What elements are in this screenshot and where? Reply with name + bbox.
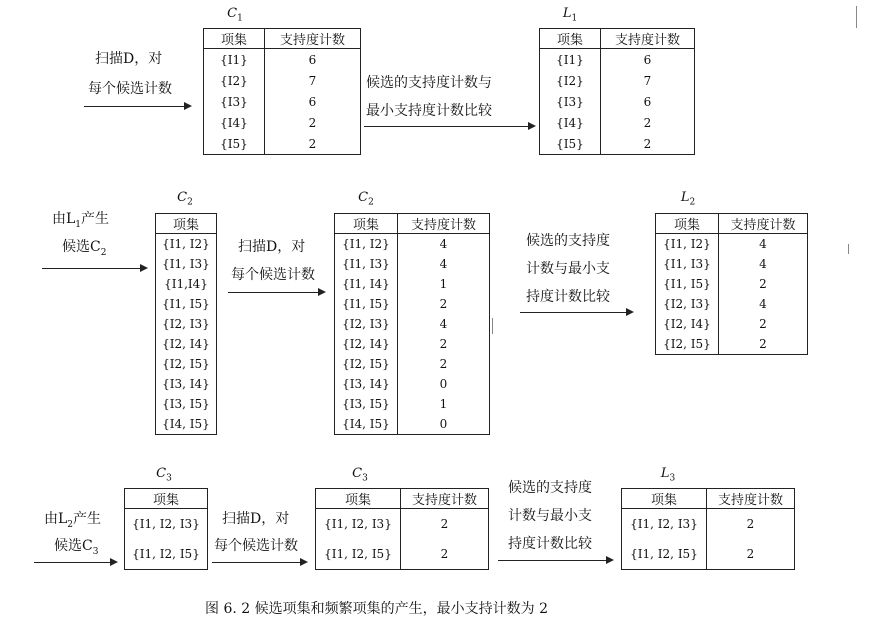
c1-title: $C_1$ (227, 6, 243, 24)
table-row (125, 509, 208, 540)
itemset-cell: {I1} (204, 49, 265, 71)
row2-compare-line1: 候选的支持度 (526, 233, 610, 249)
row3-compare-line1: 候选的支持度 (508, 480, 592, 496)
itemset-cell: {I4} (540, 112, 601, 133)
table-row (335, 394, 490, 414)
row2-compare-label-3 (526, 286, 610, 306)
count-cell: 2 (746, 547, 755, 561)
itemset-cell: {I1, I2} (656, 234, 719, 255)
row1-scan-label-2 (88, 78, 172, 98)
table-row (540, 91, 695, 112)
l2-col-itemset: 项集 (656, 214, 719, 234)
row2-gen-line2-text (0, 0, 1, 1)
count-cell: 0 (439, 417, 448, 431)
itemset-cell: {I1, I2, I5} (132, 547, 200, 561)
table-row (335, 374, 490, 394)
itemset-cell: {I1, I2, I3} (316, 509, 401, 540)
c2b-table (334, 213, 490, 435)
row2-scan-label (238, 236, 305, 256)
c1-col-itemset: 项集 (204, 29, 265, 49)
l3-title: $L_3$ (660, 466, 676, 484)
itemset-cell: {I4, I5} (162, 417, 210, 431)
l1-title: $L_1$ (562, 6, 578, 24)
scan-mark-3 (492, 318, 493, 334)
row1-scan-label (95, 48, 162, 68)
itemset-cell: {I1, I3} (656, 254, 719, 274)
row2-compare-arrow (520, 312, 632, 313)
itemset-cell: {I1, I2} (162, 237, 210, 251)
count-cell: 7 (643, 73, 652, 88)
scan-mark-2 (848, 244, 849, 254)
itemset-cell: {I4, I5} (335, 414, 398, 435)
table-row (156, 334, 217, 354)
table-row (540, 49, 695, 71)
l2-table (655, 213, 808, 355)
itemset-cell: {I2, I5} (335, 354, 398, 374)
c2b-title: $C_2$ (358, 190, 374, 208)
c1-col-count: 支持度计数 (265, 29, 361, 49)
row2-scan-label-2 (231, 264, 315, 284)
row3-scan-label (222, 508, 289, 528)
row2-gen-label (52, 208, 109, 230)
row2-scan-line2: 每个候选计数 (231, 267, 315, 283)
itemset-cell: {I1, I2, I5} (316, 539, 401, 570)
row3-gen-arrow (34, 562, 116, 563)
table-row (156, 234, 217, 255)
row2-gen-line1: 由$L_1$产生 (52, 211, 110, 230)
row3-scan-label-2 (214, 535, 298, 555)
c3b-title: $C_3$ (352, 466, 368, 484)
table-row (656, 254, 808, 274)
row1-compare-arrow (364, 126, 534, 127)
itemset-cell: {I2, I4} (656, 314, 719, 334)
itemset-cell: {I1} (540, 49, 601, 71)
row2-gen-line2: 候选$C_2$ (62, 239, 107, 258)
count-cell: 4 (439, 257, 448, 271)
count-cell: 0 (439, 377, 448, 391)
row3-gen-label (44, 508, 101, 530)
table-row (335, 314, 490, 334)
row3-compare-label-3 (508, 533, 592, 553)
table-row (622, 509, 795, 540)
row1-compare-label (366, 72, 492, 92)
itemset-cell: {I5} (204, 133, 265, 155)
table-row (156, 294, 217, 314)
count-cell: 4 (439, 317, 448, 331)
itemset-cell: {I2, I4} (162, 337, 210, 351)
row1-compare-label-2 (366, 100, 492, 120)
c1-table (203, 28, 361, 155)
table-row (335, 294, 490, 314)
count-cell: 2 (440, 547, 449, 561)
count-cell: 1 (439, 277, 448, 291)
row2-compare-label (526, 230, 610, 250)
count-cell: 2 (746, 517, 755, 531)
c3b-col-itemset: 项集 (316, 489, 401, 509)
count-cell: 6 (643, 52, 652, 67)
count-cell: 2 (759, 337, 767, 351)
c3b-col-count: 支持度计数 (401, 489, 489, 509)
row3-scan-line1: 扫描D，对 (222, 511, 290, 527)
count-cell: 2 (759, 317, 767, 331)
figure-caption: 图 6. 2 候选项集和频繁项集的产生，最小支持计数为 2 (205, 601, 548, 617)
c3a-table (124, 488, 208, 570)
itemset-cell: {I3, I4} (335, 374, 398, 394)
count-cell: 6 (308, 52, 317, 67)
table-row (156, 274, 217, 294)
count-cell: 7 (308, 73, 317, 88)
itemset-cell: {I2, I3} (162, 317, 210, 331)
c3a-col-itemset: 项集 (125, 489, 208, 509)
table-row (335, 234, 490, 255)
table-row (540, 70, 695, 91)
l3-table (621, 488, 795, 570)
count-cell: 6 (643, 94, 652, 109)
row3-gen-line1: 由$L_2$产生 (44, 511, 102, 530)
itemset-cell: {I3, I5} (162, 397, 210, 411)
row2-gen-arrow (42, 268, 146, 269)
scan-mark-1 (856, 6, 857, 28)
table-row (156, 354, 217, 374)
row2-gen-label-2 (62, 236, 106, 258)
row3-compare-label (508, 477, 592, 497)
itemset-cell: {I1, I2, I3} (622, 509, 707, 540)
l3-col-count: 支持度计数 (707, 489, 795, 509)
table-row (622, 539, 795, 570)
row2-scan-line1: 扫描D，对 (238, 239, 306, 255)
row3-compare-arrow (498, 560, 612, 561)
itemset-cell: {I2} (204, 70, 265, 91)
itemset-cell: {I1,I4} (164, 277, 208, 291)
row3-compare-label-2 (508, 505, 592, 525)
table-row (156, 374, 217, 394)
table-row (156, 414, 217, 435)
table-row (656, 314, 808, 334)
itemset-cell: {I1, I2, I3} (132, 517, 200, 531)
table-row (156, 314, 217, 334)
itemset-cell: {I3, I5} (335, 394, 398, 414)
itemset-cell: {I2, I5} (656, 334, 719, 355)
itemset-cell: {I1, I5} (656, 274, 719, 294)
table-row (335, 274, 490, 294)
itemset-cell: {I2, I4} (335, 334, 398, 354)
itemset-cell: {I4} (204, 112, 265, 133)
row3-gen-label-2 (54, 535, 98, 557)
table-row (540, 133, 695, 155)
row1-scan-line1: 扫描D，对 (95, 51, 163, 67)
count-cell: 2 (439, 337, 448, 351)
c2a-col-itemset: 项集 (156, 214, 217, 234)
itemset-cell: {I2, I3} (656, 294, 719, 314)
count-cell: 4 (759, 257, 767, 271)
itemset-cell: {I1, I5} (335, 294, 398, 314)
count-cell: 2 (643, 115, 652, 130)
table-row (540, 112, 695, 133)
count-cell: 4 (759, 237, 767, 251)
row3-compare-line3: 持度计数比较 (508, 536, 592, 552)
table-row (204, 49, 361, 71)
itemset-cell: {I1, I2, I5} (622, 539, 707, 570)
row1-scan-line2: 每个候选计数 (88, 81, 172, 97)
table-row (156, 254, 217, 274)
table-row (335, 334, 490, 354)
c2b-col-itemset: 项集 (335, 214, 398, 234)
itemset-cell: {I3} (540, 91, 601, 112)
itemset-cell: {I1, I5} (162, 297, 210, 311)
row2-scan-arrow (228, 292, 324, 293)
table-row (656, 334, 808, 355)
row3-gen-line2-text (0, 0, 1, 1)
c3b-table (315, 488, 489, 570)
row1-compare-line2: 最小支持度计数比较 (366, 103, 492, 119)
table-row (316, 539, 489, 570)
c2b-col-count: 支持度计数 (398, 214, 490, 234)
count-cell: 2 (308, 136, 317, 151)
table-row (204, 133, 361, 155)
itemset-cell: {I1, I2} (335, 234, 398, 255)
l1-col-count: 支持度计数 (601, 29, 695, 49)
table-row (335, 254, 490, 274)
row3-scan-arrow (212, 562, 306, 563)
row3-scan-line2: 每个候选计数 (214, 538, 298, 554)
l1-table (539, 28, 695, 155)
table-row (204, 112, 361, 133)
count-cell: 2 (643, 136, 652, 151)
table-row (335, 414, 490, 435)
row2-compare-line2: 计数与最小支 (526, 261, 610, 277)
count-cell: 2 (759, 277, 767, 291)
table-row (656, 234, 808, 255)
count-cell: 2 (439, 297, 448, 311)
row3-compare-line2: 计数与最小支 (508, 508, 592, 524)
table-row (125, 539, 208, 570)
l2-col-count: 支持度计数 (719, 214, 808, 234)
c2a-table (155, 213, 217, 435)
row2-compare-label-2 (526, 258, 610, 278)
table-row (156, 394, 217, 414)
row3-gen-line2: 候选$C_3$ (54, 538, 99, 557)
count-cell: 4 (759, 297, 767, 311)
row1-compare-line1: 候选的支持度计数与 (366, 75, 492, 91)
itemset-cell: {I3} (204, 91, 265, 112)
count-cell: 2 (308, 115, 317, 130)
count-cell: 4 (439, 237, 448, 251)
table-row (656, 274, 808, 294)
row2-compare-line3: 持度计数比较 (526, 289, 610, 305)
itemset-cell: {I2, I3} (335, 314, 398, 334)
itemset-cell: {I2, I5} (162, 357, 210, 371)
table-row (656, 294, 808, 314)
row2-gen-line1-text (0, 0, 1, 1)
table-row (204, 91, 361, 112)
itemset-cell: {I1, I3} (335, 254, 398, 274)
itemset-cell: {I5} (540, 133, 601, 155)
c3a-title: $C_3$ (156, 466, 172, 484)
table-row (204, 70, 361, 91)
l1-col-itemset: 项集 (540, 29, 601, 49)
c2a-title: $C_2$ (177, 190, 193, 208)
count-cell: 1 (439, 397, 448, 411)
count-cell: 2 (439, 357, 448, 371)
row1-scan-arrow (84, 106, 190, 107)
itemset-cell: {I1, I4} (335, 274, 398, 294)
itemset-cell: {I1, I3} (162, 257, 210, 271)
table-row (335, 354, 490, 374)
row3-gen-line1-text (0, 0, 1, 1)
l3-col-itemset: 项集 (622, 489, 707, 509)
table-row (316, 509, 489, 540)
itemset-cell: {I2} (540, 70, 601, 91)
itemset-cell: {I3, I4} (162, 377, 210, 391)
count-cell: 2 (440, 517, 449, 531)
l2-title: $L_2$ (680, 190, 696, 208)
count-cell: 6 (308, 94, 317, 109)
